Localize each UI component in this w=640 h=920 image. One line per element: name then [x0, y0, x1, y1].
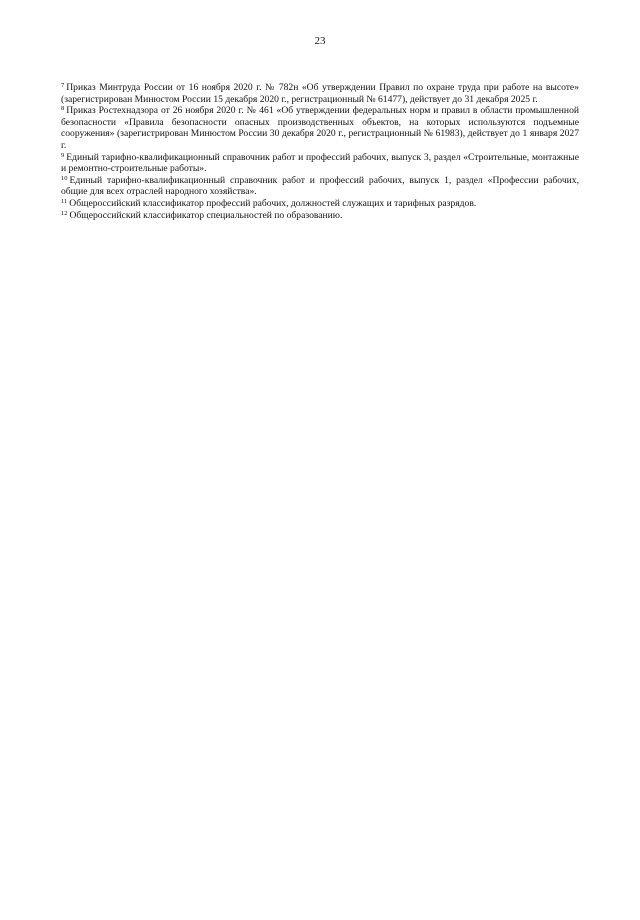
footnote-text: Единый тарифно-квалификационный справочник работ и профессий рабочих, выпуск 3, раздел «Строительные, монтажные и ремонтно-строительные работы».	[61, 151, 579, 175]
footnote-11	[61, 198, 579, 210]
footnote-text: Единый тарифно-квалификационный справочник работ и профессий рабочих, выпуск 1, раздел «Профессии рабочих, общие для всех отраслей народного хозяйства».	[61, 174, 579, 198]
footnote-marker: 7	[61, 82, 65, 89]
footnote-12	[61, 210, 579, 222]
footnote-marker: 12	[61, 209, 68, 217]
footnote-text: Приказ Минтруда России от 16 ноября 2020 г. № 782н «Об утверждении Правил по охране труда при работе на высоте» (зарегистрирован Минюстом России 15 декабря 2020 г., регистрационный № 61477), действует до 31 декабря 2025 г.	[61, 82, 579, 105]
footnote-9	[61, 152, 579, 175]
footnote-text: Общероссийский классификатор специальностей по образованию.	[69, 209, 343, 221]
footnote-8	[61, 105, 579, 151]
footnote-marker: 8	[61, 105, 65, 113]
footnote-text: Общероссийский классификатор профессий рабочих, должностей служащих и тарифных разрядов.	[69, 197, 477, 209]
footnote-text: Приказ Ростехнадзора от 26 ноября 2020 г. № 461 «Об утверждении федеральных норм и правил в области промышленной безопасности «Правила безопасности опасных производственных объектов, на которых используются подъемные сооружения» (зарегистрирован Минюстом России 30 декабря 2020 г., регистрационный № 61983), действует до 1 января 2027 г.	[61, 105, 579, 151]
page-number: 23	[314, 35, 326, 47]
footnote-marker: 9	[61, 151, 65, 159]
footnote-marker: 10	[61, 174, 68, 182]
footnote-10	[61, 175, 579, 198]
footnote-7	[61, 82, 579, 105]
footnotes-section	[61, 82, 579, 221]
footnote-marker: 11	[61, 197, 68, 205]
